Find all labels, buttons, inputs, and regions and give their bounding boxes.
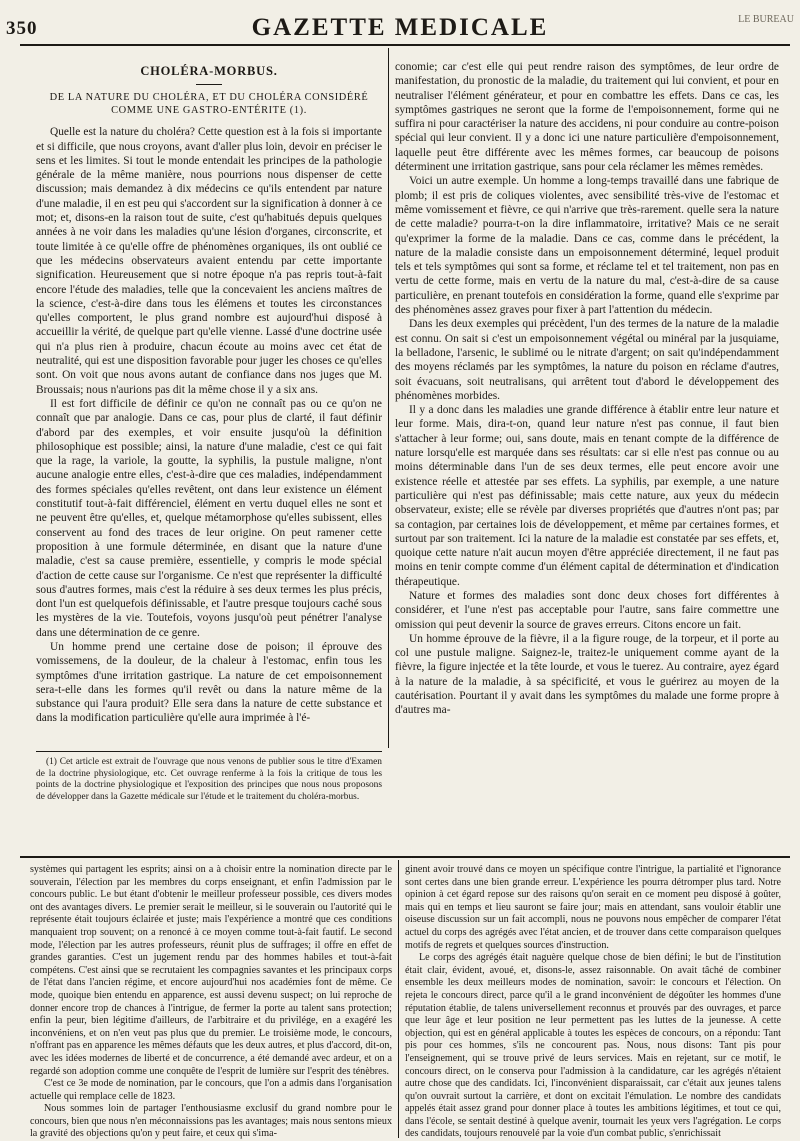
- footnote-text: (1) Cet article est extrait de l'ouvrage que nous venons de publier sous le titre d'Examen de la doctrine physiologique, etc. Cet ouvrage renferme à la fois la critique de tous les points de la doctrine physiologique et l'exposition des principes que nous nous proposons de développer dans la Gazette médicale sur l'étude et le traitement du choléra-morbus.: [36, 757, 382, 802]
- paragraph: Dans les deux exemples qui précèdent, l'un des termes de la nature de la maladie est connu. On sait si c'est un empoisonnement végétal ou minéral par la jusquiame, la belladone, l'arsenic, le sublimé ou le nitrate d'argent; on sait qu'indépendamment des moyens réclamés par les symptômes, la nature du poison en réclame d'autres, soit évacuans, soit neutralisans, qui arrêtent tout d'abord le développement des phénomènes morbides.: [395, 318, 779, 402]
- masthead-title: GAZETTE MEDICALE: [251, 14, 549, 41]
- footnote-rule: [36, 751, 382, 752]
- paragraph: Quelle est la nature du choléra? Cette question est à la fois si importante et si difficile, que nous croyons, avant d'aller plus loin, devoir en préciser le sens et les limites. Si tout le monde entendait les principes de la pathologie générale de la même manière, nous pourrions nous dispenser de cette discussion; mais demandez à dix médecins ce qu'ils entendent par nature d'une maladie, il en est peu qui s'accordent sur la signification à donner à ce mot; et, disons-en la raison tout de suite, c'est qu'habitués depuis quelques années à ne voir dans les maladies qu'une lésion d'organes, circonscrite, et toute limitée à ce qu'elle offre de phénomènes organiques, ils ont oublié ce que les médecins observateurs avaient entendu par cette importante signification. Heureusement que si notre époque n'a pas repris tout-à-fait encore l'étude des maladies, telle que la concevaient les anciens maîtres de la science, c'est-à-dire dans tous les élémens et toutes les circonstances qu'elles comportent, le plus grand nombre est aujourd'hui disposé à accueillir la vérité, de quelque part qu'elle vienne. Lassé d'une doctrine usée qui n'a plus rien à produire, chacun écoute au moins avec cet état de neutralité, qui est une disposition favorable pour juger les choses ce qu'elles sont. On voit que nous avons autant de confiance dans nos juges que M. Broussais; nous n'aurions pas dit la même chose il y a six ans.: [36, 126, 382, 396]
- paragraph: Le corps des agrégés était naguère quelque chose de bien défini; le but de l'institution était clair, évident, avoué, et, disons-le, assez raisonnable. On avait tâché de combiner ensemble les deux meilleurs modes de nomination, savoir: le concours et l'élection. On rejeta le concours direct, parce qu'il a le grand inconvénient de dégoûter les hommes d'une réputation établie, de talens universellement reconnus et prouvés par des ouvrages, et parce que leur âge et leur position ne leur permettent pas les luttes de la jeunesse. A cette objection, qui est en général applicable à toutes les espèces de concours, on a répondu: Tant pis pour ces hommes, s'ils ne concourent pas. Nous, nous disons: Tant pis pour l'enseignement, qui se trouve privé de leurs services. Mais en rejetant, sur ce motif, le concours direct, on le conserva pour l'admission à la candidature, car les agrégés n'étaient autre chose que des candidats. Ici, l'inconvénient disparaissait, car c'était aux jeunes talens qu'on ouvrait surtout la carrière, et dont on excitait l'émulation. Le nombre des candidats appelés était assez grand pour donner place à toutes les ambitions légitimes, et tout ce qui, dans l'école, se sentait destiné à quelque avenir, tournait les yeux vers l'agrégation. Le corps des candidats, toujours renouvelé par la voie d'un combat public, s'enrichissait: [405, 952, 781, 1139]
- paragraph: C'est ce 3e mode de nomination, par le concours, que l'on a admis dans l'organisation actuelle qui remplace celle de 1823.: [30, 1078, 392, 1102]
- paragraph: Nature et formes des maladies sont donc deux choses fort différentes à considérer, et l'une n'est pas acceptable pour l'autre, sans faire commettre une omission qui peut devenir la source de graves erreurs. Citons encore un fait.: [395, 589, 779, 631]
- lower-column-right: [405, 864, 781, 1139]
- lower-column-left: [30, 864, 392, 1139]
- bleed-through-text: LE BUREAU: [738, 14, 794, 25]
- paragraph: Il y a donc dans les maladies une grande différence à établir entre leur nature et leur forme. Mais, dira-t-on, quand leur nature n'est pas connue, il faut bien s'attacher à leur forme; oui, sans doute, mais en tenant compte de la différence de nature lorsqu'elle est marquée dans ses résultats: car si elle n'est pas connue ou au moins déterminable dans l'un de ses deux termes, elle peut encore avoir une existence réelle et attestée par ses effets. La syphilis, par exemple, a une nature particulière qui n'est pas définissable; mais cette nature, aux yeux du médecin observateur, existe; elle se révèle par diverses propriétés que d'autres n'ont pas; par sa contagion, par certaines lois de développement, et même par certaines formes, et surtout par son traitement. Ici la nature de la maladie est constatée par ses effets, et, quoique cette nature n'ait aucun moyen d'être appréciée directement, il ne faut pas moins en tenir compte comme d'un élément capital de détermination et d'indication thérapeutique.: [395, 404, 779, 588]
- paragraph: Il est fort difficile de définir ce qu'on ne connaît pas ou ce qu'on ne connaît que par analogie. Dans ce cas, pour plus de clarté, il faut définir d'abord par des exemples, et voir ensuite jusqu'où la définition philosophique est possible; ainsi, la nature d'une maladie, c'est ce qui fait que la rage, la variole, la goutte, la syphilis, la pustule maligne, n'ont aucune analogie entre elles, c'est-à-dire que ces maladies, indépendamment des formes spéciales qu'elles revêtent, ont dans leur existence un élément constitutif tout-à-fait différenciel, élément en vertu duquel elles ne sont et ne peuvent être qu'elles, et, quelque métamorphose qu'elles subissent, elles conservent au fond des traces de leur origine. On peut ramener cette proposition à une formule déterminée, en disant que la nature d'une maladie, c'est sa cause première, essentielle, y compris le mode spécial d'action de cette cause sur l'organisme. Ce n'est que représenter la difficulté sous d'autres formes, mais c'est la réduire à ses deux termes les plus précis, dont l'un est quelquefois définissable, et l'autre presque toujours caché sous les mystères de la vie. Toutefois, voyons jusqu'où peut pénétrer l'analyse dans une détermination de ce genre.: [36, 397, 382, 639]
- paragraph: conomie; car c'est elle qui peut rendre raison des symptômes, de leur ordre de manifestation, du pronostic de la maladie, du traitement qui lui convient, et pour en neutraliser l'élément générateur, et pour en combattre les effets. Dans ce cas, les symptômes gastriques ne seront que la forme de l'empoisonnement, forme qui ne suffira ni pour caractériser la nature des accidens, ni pour conduire au contre-poison spécial qui leur convient. Il y a donc ici une nature particulière d'empoisonnement, laquelle peut être différente avec les mêmes formes, car beaucoup de poisons déterminent une irritation gastrique, sans pour cela réclamer les mêmes remèdes.: [395, 61, 779, 174]
- header-rule: [20, 44, 790, 46]
- paragraph: systèmes qui partagent les esprits; ainsi on a à choisir entre la nomination directe par le souverain, l'élection par les membres du corps enseignant, et enfin l'admission par le concours public. Le but étant d'obtenir le meilleur professeur possible, ces divers modes ont des avantages divers. Le premier serait le meilleur, si le souverain ou l'autorité qui le représente était toujours éclairée et juste; mais l'expérience a montré que ces conditions manquaient trop souvent; on a renoncé à ce moyen comme tout-à-fait fautif. Le second mode, l'élection par les autres professeurs, réunit plus de suffrages; il offre en effet de grandes garanties. C'est un jugement rendu par des hommes habiles et tout-à-fait compétens. C'est ainsi que se recrutaient les compagnies savantes et les principaux corps de l'état dans l'ancien régime, et encore aujourd'hui nos académies font de même. Ce mode, quoique bien entendu en apparence, est aussi devenu suspect; on lui reproche de donner encore trop de chances à l'intrigue, de fermer la porte au talent sans protection; enfin la peur, bien légitime d'ailleurs, de l'arbitraire et du privilége, en a exagéré les inconvéniens, et on n'en veut pas plus que du premier. Le troisième mode, le concours, n'offrant pas en apparence les mêmes défauts que les deux autres, et plus d'accord, dit-on, avec les idées modernes de liberté et de concurrence, a été demandé avec ardeur, et on a regardé son adoption comme une conquête de l'esprit de lumière sur l'esprit des ténèbres.: [30, 864, 392, 1077]
- paragraph: Voici un autre exemple. Un homme a long-temps travaillé dans une fabrique de plomb; il est pris de coliques violentes, avec sensibilité très-vive de l'estomac et même vomissement et fièvre, ce qui n'arrive que très-rarement. quelle sera la nature de cette maladie? pourra-t-on la dire inflammatoire, irritative? Mais ce ne serait qu'exprimer la forme de la maladie. Dans ce cas, comme dans le précédent, la nature de la maladie consiste dans un empoisonnement déterminé, lequel produit tels et tels symptômes qui sont sa forme, et réclame tel et tel traitement, non pas en vertu de cette forme, mais en vertu de la nature du mal, c'est-à-dire de sa cause particulière, en prenant toutefois en considération la forme, quand elle s'exprime par des phénomènes assez graves pour fixer à part l'attention du médecin.: [395, 175, 779, 317]
- page-header: [0, 4, 800, 44]
- section-rule: [20, 856, 790, 858]
- paragraph: Nous sommes loin de partager l'enthousiasme exclusif du grand nombre pour le concours, bien que nous n'en méconnaissions pas les avantages; mais nous sentons mieux la gravité des objections qu'on y peut faire, et ceux qui s'ima-: [30, 1103, 392, 1139]
- article-column-left: [36, 62, 382, 748]
- paragraph: Un homme éprouve de la fièvre, il a la figure rouge, de la torpeur, et il porte au col une pustule maligne. Saignez-le, traitez-le uniquement comme ayant de la fièvre, la figure injectée et la tête lourde, et vous le tuerez. Au contraire, ayez égard à la nature de la maladie, à sa spécificité, et vous le guérirez au moyen de la cautérisation. Pourtant il y avait dans les symptômes du malade une forme propre à d'autres ma-: [395, 632, 779, 717]
- paragraph: ginent avoir trouvé dans ce moyen un spécifique contre l'intrigue, la partialité et l'ignorance sont certes dans une bien grande erreur. L'expérience les pourra détromper plus tard. Notre opinion à cet égard repose sur des raisons qu'on serait en ce moment peu disposé à goûter, mais qui en temps et lieu sauront se faire jour; mais en attendant, sans vouloir établir une oiseuse discussion sur un fait accompli, nous ne pouvons nous empêcher de comparer l'état actuel du corps des agrégés avec l'état ancien, et de trouver dans cette comparaison quelques motifs de regrets et quelques sources d'instruction.: [405, 864, 781, 951]
- article-subtitle: DE LA NATURE DU CHOLÉRA, ET DU CHOLÉRA CONSIDÉRÉ COMME UNE GASTRO-ENTÉRITE (1).: [49, 92, 369, 117]
- page-number: 350: [6, 18, 38, 39]
- footnote: [36, 757, 382, 803]
- article-title: CHOLÉRA-MORBUS.: [140, 64, 278, 78]
- column-divider-lower: [398, 860, 399, 1138]
- paragraph: Un homme prend une certaine dose de poison; il éprouve des vomissemens, de la douleur, de la chaleur à l'estomac, enfin tous les symptômes d'une irritation gastrique. La nature de cet empoisonnement sera-t-elle dans les formes qu'il revêt ou dans la nature même de la substance qui l'aura produit? Elle sera dans la nature de cette substance et dans la modification particulière qu'elle aura imprimée à l'é-: [36, 640, 382, 725]
- title-rule: [196, 84, 222, 85]
- article-column-right: [395, 60, 779, 850]
- column-divider-upper: [388, 48, 389, 748]
